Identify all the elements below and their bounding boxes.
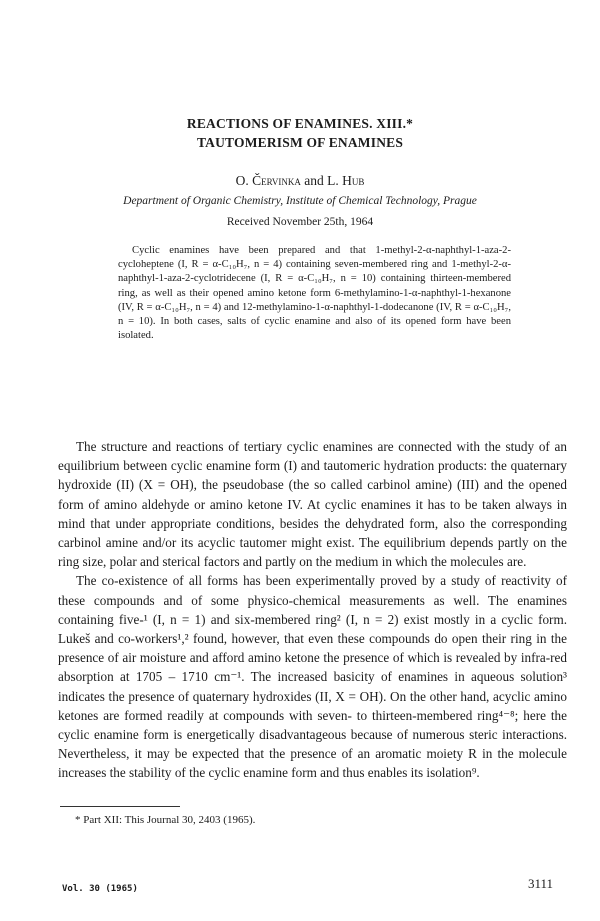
abstract-text: Cyclic enamines have been prepared and that 1-methyl-2-α-naphthyl-1-aza-2-cycloheptene (I, R = α-C₁₀H₇, n = 4) containing seven-membered ring and 1-methyl-2-α-naphthyl-1-aza-2-cyclotridecene (I, R = α-C₁₀H₇, n = 10) containing thirteen-membered ring, as well as their opened amino ketone form 6-methylamino-1-α-naphthyl-1-hexanone (IV, R = α-C₁₀H₇, n = 4) and 12-methylamino-1-α-naphthyl-1-dodecanone (IV, R = α-C₁₀H₇, n = 10). In both cases, salts of cyclic enamine and also of its opened form have been isolated. xyxy=(118,245,511,342)
abstract xyxy=(118,244,511,343)
authors xyxy=(0,173,600,189)
author-1-name: Červinka xyxy=(252,173,301,188)
affiliation: Department of Organic Chemistry, Institute of Chemical Technology, Prague xyxy=(123,195,477,207)
body-text xyxy=(58,437,567,783)
footnote-divider xyxy=(60,806,180,807)
article-title: REACTIONS OF ENAMINES. XIII.* xyxy=(186,116,414,131)
author-2-initial: L. xyxy=(327,173,343,188)
page-number: 3111 xyxy=(528,876,554,891)
author-1-initial: O. xyxy=(235,173,253,188)
author-2-name: Hub xyxy=(342,173,365,188)
body-paragraph-2: The co-existence of all forms has been experimentally proved by a study of reactivity of these compounds and of some physico-chemical measurements as well. The enamines containing five-¹ (I, n = 1) and six-membered ring² (I, n = 2) exist mostly in a cyclic form. Lukeš and co-workers¹,² found, however, that even these compounds do open their ring in the presence of air moisture and afford amino ketone the presence of which is revealed by infra-red absorption at 1705 – 1710 cm⁻¹. The increased basicity of enamines in aqueous solution³ indicates the presence of quaternary hydroxides (II, X = OH). On the other hand, acyclic amino ketones are formed readily at compounds with seven- to thirteen-membered ring⁴⁻⁸; here the cyclic enamine form is energetically disadvantageous because of numerous steric interactions. Nevertheless, it may be expected that the presence of an aromatic moiety R in the molecule increases the stability of the cyclic enamine form and thus enables its isolation⁹. xyxy=(58,573,567,781)
authors-conjunction: and xyxy=(300,173,328,188)
body-paragraph-1: The structure and reactions of tertiary cyclic enamines are connected with the study of an equilibrium between cyclic enamine form (I) and tautomeric hydration products: the quaternary hydroxide (II) (X = OH), the pseudobase (the so called carbinol amine) (III) and the opened form of amino aldehyde or amino ketone IV. At cyclic enamines it has to be taken always in mind that under appropriate conditions, besides the dehydrated form, also the corresponding carbinol amine and/or its acyclic tautomer might exist. The equilibrium depends partly on the ring size, polar and sterical factors and partly on the medium in which the molecules are. xyxy=(58,439,567,570)
volume-label: Vol. 30 (1965) xyxy=(62,884,138,894)
footnote: * Part XII: This Journal 30, 2403 (1965). xyxy=(75,814,256,826)
article-subtitle: TAUTOMERISM OF ENAMINES xyxy=(196,135,404,150)
received-date: Received November 25th, 1964 xyxy=(226,216,374,228)
